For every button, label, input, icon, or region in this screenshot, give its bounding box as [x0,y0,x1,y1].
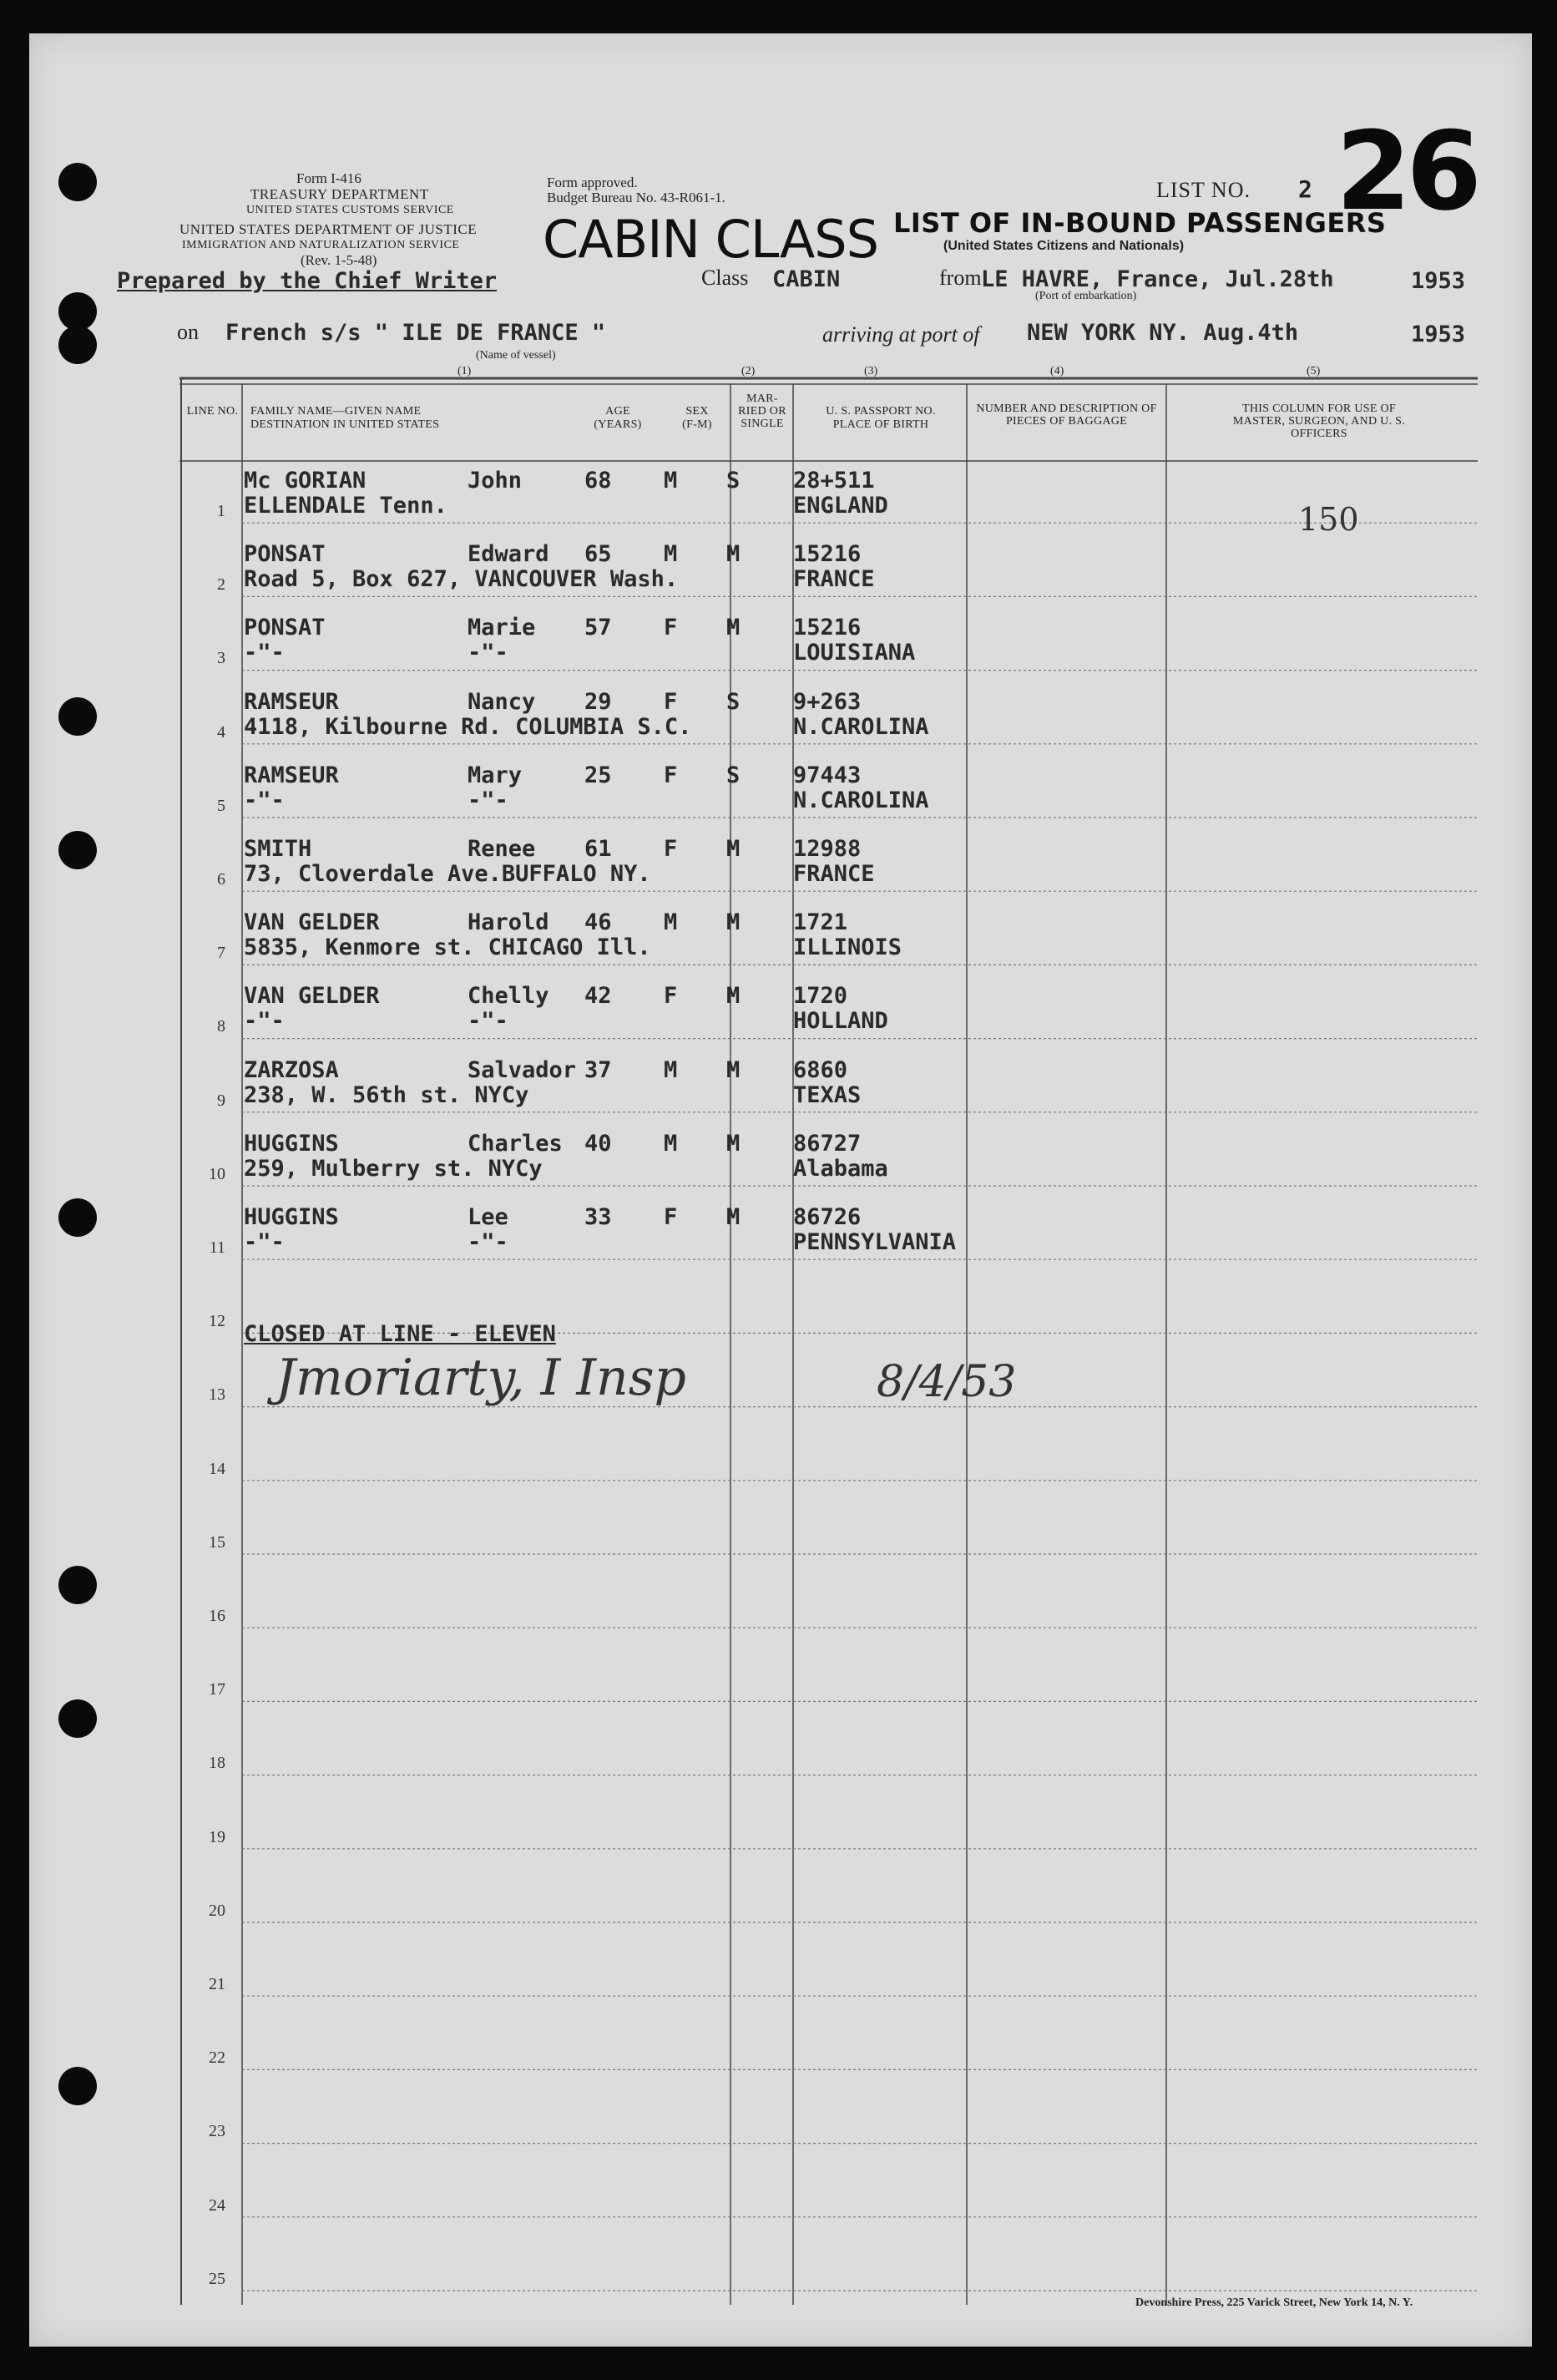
given-name-ditto: -"- [468,1229,508,1255]
line-number: 24 [209,2195,225,2215]
age: 33 [584,1204,612,1230]
destination: 4118, Kilbourne Rd. COLUMBIA S.C. [244,713,692,740]
given-name: Nancy [468,688,536,715]
destination: ELLENDALE Tenn. [244,493,447,519]
destination: -"- [244,1008,285,1035]
family-name: PONSAT [244,615,326,641]
marital-status: M [726,983,741,1010]
marital-status: S [726,688,741,715]
line-number: 15 [209,1532,225,1552]
passport-no: 86726 [793,1204,862,1230]
family-name: RAMSEUR [244,688,339,715]
col-num-5: (5) [1307,365,1321,377]
passport-no: 15216 [793,541,862,568]
line-number: 8 [217,1017,225,1036]
passport-no: 15216 [793,615,862,641]
hdr-sex-sub: (F-M) [682,418,712,431]
destination: 238, W. 56th st. NYCy [244,1081,529,1108]
family-name: RAMSEUR [244,762,339,788]
marital-status: M [726,836,741,862]
destination: -"- [244,640,285,666]
budget-bureau: Budget Bureau No. 43-R061-1. [547,190,725,205]
destination: -"- [244,1229,285,1255]
age: 57 [584,615,612,641]
list-title: LIST OF IN-BOUND PASSENGERS [893,207,1387,239]
marital-status: M [726,1130,741,1157]
line-number: 10 [209,1164,225,1183]
line-number: 14 [209,1459,225,1478]
list-no-label: LIST NO. [1156,178,1251,202]
sex: M [664,909,678,936]
hdr-officers: THIS COLUMN FOR USE OF MASTER, SURGEON, AND U. S. OFFICERS [1232,403,1406,440]
family-name: ZARZOSA [244,1056,339,1083]
list-subtitle: (United States Citizens and Nationals) [943,239,1185,253]
revision: (Rev. 1-5-48) [301,252,377,268]
place-of-birth: LOUISIANA [793,640,916,666]
passport-no: 1721 [793,909,848,936]
list-no-prefix: 2 [1298,175,1312,203]
line-number: 1 [217,502,225,520]
passport-no: 9+263 [793,688,862,715]
line-number: 12 [209,1312,225,1331]
given-name: Salvador [468,1056,577,1083]
hdr-sex: SEX [685,405,709,418]
sex: F [664,688,678,715]
sex: F [664,983,678,1010]
from-value: LE HAVRE, France, Jul.28th [981,266,1334,292]
family-name: HUGGINS [244,1130,339,1157]
given-name-ditto: -"- [468,640,508,666]
age: 65 [584,541,612,568]
line-number: 21 [209,1975,225,1993]
given-name-ditto: -"- [468,787,508,813]
age: 29 [584,688,612,715]
line-number: 7 [217,944,225,963]
place-of-birth: N.CAROLINA [793,713,929,740]
line-number: 23 [209,2122,225,2141]
given-name: Mary [468,762,523,788]
sex: M [664,1130,678,1157]
passport-no: 28+511 [793,468,875,494]
form-number: Form I-416 [296,170,361,186]
line-number: 19 [209,1827,225,1846]
hdr-passport: U. S. PASSPORT NO. [826,405,936,418]
passport-no: 6860 [793,1056,848,1083]
doj-label: UNITED STATES DEPARTMENT OF JUSTICE [179,221,478,237]
passport-no: 12988 [793,836,862,862]
hdr-age-sub: (YEARS) [594,418,642,431]
line-number: 13 [209,1385,225,1405]
treasury-dept: TREASURY DEPARTMENT [250,186,429,202]
prepared-by: Prepared by the Chief Writer [117,268,498,294]
marital-status: S [726,468,741,494]
sex: F [664,762,678,788]
vessel-caption: (Name of vessel) [476,349,556,362]
line-number: 11 [209,1238,225,1257]
hdr-birth: PLACE OF BIRTH [832,418,929,431]
given-name: John [468,468,523,494]
line-number: 17 [209,1680,225,1699]
hdr-married: MAR- RIED OR SINGLE [738,392,786,430]
age: 42 [584,983,612,1010]
sex: F [664,1204,678,1230]
family-name: PONSAT [244,541,326,568]
family-name: VAN GELDER [244,909,380,936]
line-number: 6 [217,870,225,889]
marital-status: M [726,909,741,936]
place-of-birth: HOLLAND [793,1008,888,1035]
line-number: 2 [217,575,225,595]
hdr-destination: DESTINATION IN UNITED STATES [250,418,440,431]
marital-status: M [726,541,741,568]
sex: M [664,541,678,568]
line-number: 25 [209,2269,225,2288]
col-num-4: (4) [1050,365,1064,377]
from-label: from [939,266,982,290]
hdr-line-no: LINE NO. [186,405,239,418]
age: 61 [584,836,612,862]
officer-mark: 150 [1298,501,1359,538]
place-of-birth: N.CAROLINA [793,787,929,813]
given-name: Lee [468,1204,508,1230]
hdr-baggage: NUMBER AND DESCRIPTION OF PIECES OF BAGGAGE [976,403,1157,428]
family-name: SMITH [244,836,312,862]
col-num-1: (1) [457,365,472,377]
family-name: HUGGINS [244,1204,339,1230]
arrival-year: 1953 [1411,322,1466,347]
passport-no: 1720 [793,983,848,1010]
destination: 5835, Kenmore st. CHICAGO Ill. [244,934,651,961]
marital-status: S [726,762,741,788]
customs-service: UNITED STATES CUSTOMS SERVICE [246,204,454,216]
line-number: 5 [217,796,225,815]
age: 40 [584,1130,612,1157]
age: 37 [584,1056,612,1083]
place-of-birth: Alabama [793,1155,888,1182]
sex: F [664,836,678,862]
place-of-birth: PENNSYLVANIA [793,1229,957,1255]
place-of-birth: ILLINOIS [793,934,902,961]
line-number: 20 [209,1901,225,1920]
place-of-birth: FRANCE [793,566,875,593]
line-number: 16 [209,1607,225,1625]
list-number: 26 [1336,108,1477,235]
arriving-label: arriving at port of [822,322,980,347]
form-approved: Form approved. [547,175,638,190]
marital-status: M [726,615,741,641]
cabin-class-stamp: CABIN CLASS [543,209,878,270]
line-number: 18 [209,1754,225,1773]
given-name: Charles [468,1130,563,1157]
class-value: CABIN [772,266,841,292]
inspector-signature: Jmoriarty, I Insp [276,1349,686,1407]
place-of-birth: ENGLAND [793,493,888,519]
line-number: 22 [209,2048,225,2068]
family-name: VAN GELDER [244,983,380,1010]
vessel-name: French s/s " ILE DE FRANCE " [225,320,606,346]
closed-at-line: CLOSED AT LINE - ELEVEN [244,1321,556,1347]
given-name: Renee [468,836,536,862]
passport-no: 86727 [793,1130,862,1157]
destination: Road 5, Box 627, VANCOUVER Wash. [244,566,679,593]
sex: M [664,468,678,494]
line-number: 9 [217,1091,225,1110]
given-name: Edward [468,541,549,568]
age: 25 [584,762,612,788]
marital-status: M [726,1056,741,1083]
line-number: 3 [217,649,225,668]
sex: M [664,1056,678,1083]
place-of-birth: TEXAS [793,1081,862,1108]
ins-label: IMMIGRATION AND NATURALIZATION SERVICE [182,239,460,251]
given-name: Marie [468,615,536,641]
given-name: Harold [468,909,549,936]
age: 68 [584,468,612,494]
destination: 73, Cloverdale Ave.BUFFALO NY. [244,861,651,887]
destination: 259, Mulberry st. NYCy [244,1155,543,1182]
marital-status: M [726,1204,741,1230]
line-number: 4 [217,722,225,742]
class-label: Class [701,266,749,290]
given-name: Chelly [468,983,549,1010]
on-label: on [177,320,199,344]
signature-date: 8/4/53 [877,1357,1017,1407]
sex: F [664,615,678,641]
given-name-ditto: -"- [468,1008,508,1035]
port-caption: (Port of embarkation) [1035,290,1137,302]
age: 46 [584,909,612,936]
arrival-port: NEW YORK NY. Aug.4th [1027,320,1299,346]
hdr-name: FAMILY NAME—GIVEN NAME [250,405,422,418]
place-of-birth: FRANCE [793,861,875,887]
col-num-2: (2) [741,365,756,377]
from-year: 1953 [1411,268,1466,294]
passport-no: 97443 [793,762,862,788]
col-num-3: (3) [864,365,878,377]
printer-footer: Devonshire Press, 225 Varick Street, New York 14, N. Y. [1135,2296,1413,2309]
destination: -"- [244,787,285,813]
family-name: Mc GORIAN [244,468,367,494]
hdr-age: AGE [605,405,630,418]
